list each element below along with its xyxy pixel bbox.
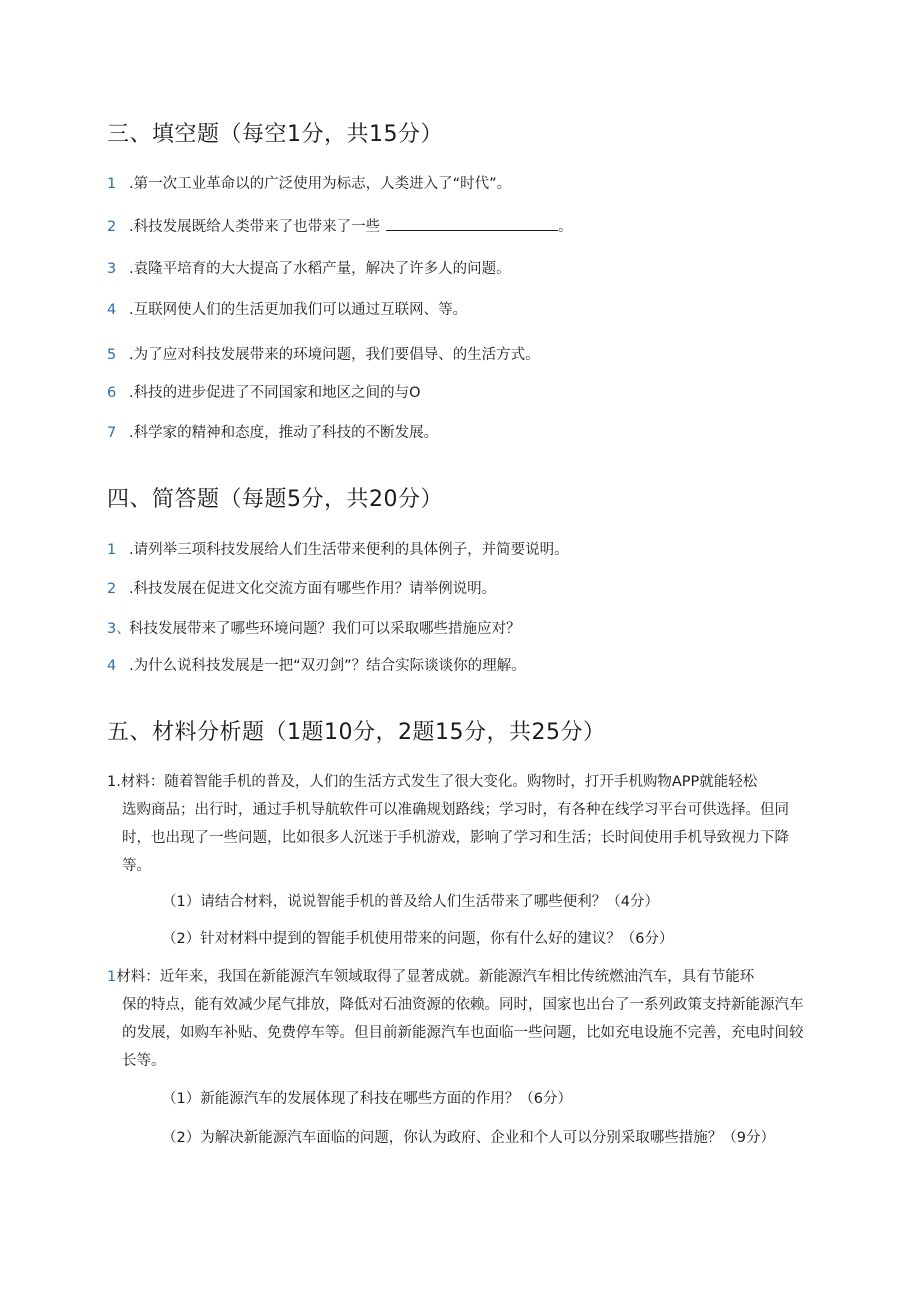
material-2 (107, 963, 807, 1075)
fill-item-7 (107, 423, 438, 443)
item-number: 5 (107, 347, 117, 363)
material-number: 1 (107, 969, 117, 985)
material-number: 1. (107, 774, 121, 790)
item-number: 3 (107, 261, 117, 277)
short-item-1 (107, 540, 569, 560)
item-text: .第一次工业革命以的广泛使用为标志，人类进入了“时代”。 (129, 176, 512, 192)
item-number: 1 (107, 542, 117, 558)
material-2-question-2: （2）为解决新能源汽车面临的问题，你认为政府、企业和个人可以分别采取哪些措施？（9分） (162, 1130, 775, 1146)
item-text: .袁隆平培育的大大提高了水稻产量，解决了许多人的问题。 (129, 261, 511, 277)
fill-item-3 (107, 259, 511, 279)
material-text: 材料：随着智能手机的普及，人们的生活方式发生了很大变化。购物时，打开手机购物APP就能轻松 (120, 774, 758, 790)
item-text: .互联网使人们的生活更加我们可以通过互联网、等。 (129, 302, 468, 318)
item-text: .科学家的精神和态度，推动了科技的不断发展。 (129, 425, 439, 441)
item-number: 2 (107, 219, 117, 235)
material-2-body: 保的特点，能有效减少尾气排放，降低对石油资源的依赖。同时，国家也出台了一系列政策支持新能源汽车的发展，如购车补贴、免费停车等。但目前新能源汽车也面临一些问题，比如充电设施不完善，充电时间较长等。 (122, 997, 804, 1069)
item-number: 2 (107, 581, 117, 597)
fill-item-1 (107, 174, 511, 194)
item-number: 6 (107, 385, 117, 401)
material-2-first-line (107, 963, 807, 991)
fill-item-4 (107, 300, 467, 320)
section-4-title: 四、简答题（每题5分，共20分） (107, 487, 443, 512)
material-1 (107, 768, 807, 880)
answer-blank[interactable] (386, 216, 558, 231)
item-text: .科技发展在促进文化交流方面有哪些作用？请举例说明。 (129, 581, 497, 597)
item-number: 4 (107, 658, 117, 674)
fill-item-6 (107, 383, 421, 403)
section-3-title: 三、填空题（每空1分，共15分） (107, 122, 443, 147)
fill-item-2 (107, 216, 573, 237)
material-text: 材料：近年来，我国在新能源汽车领域取得了显著成就。新能源汽车相比传统燃油汽车，具有节能环 (116, 969, 755, 985)
item-number: 7 (107, 425, 117, 441)
item-number: 1 (107, 176, 117, 192)
item-text: .科技发展既给人类带来了也带来了一些 (129, 219, 381, 235)
item-number: 4 (107, 302, 117, 318)
fill-item-5 (107, 345, 540, 365)
material-1-question-1: （1）请结合材料，说说智能手机的普及给人们生活带来了哪些便利？（4分） (162, 894, 659, 910)
item-text: .请列举三项科技发展给人们生活带来便利的具体例子，并简要说明。 (129, 542, 569, 558)
item-text: .为什么说科技发展是一把“双刃剑”？结合实际谈谈你的理解。 (129, 658, 526, 674)
item-suffix: 。 (558, 219, 573, 235)
short-item-3 (107, 619, 521, 639)
material-2-question-1: （1）新能源汽车的发展体现了科技在哪些方面的作用？（6分） (162, 1091, 572, 1107)
item-text: .为了应对科技发展带来的环境问题，我们要倡导、的生活方式。 (129, 347, 540, 363)
short-item-2 (107, 579, 496, 599)
item-text: 科技发展带来了哪些环境问题？我们可以采取哪些措施应对？ (129, 621, 521, 637)
item-text: .科技的进步促进了不同国家和地区之间的与O (129, 385, 421, 401)
material-1-body: 选购商品；出行时，通过手机导航软件可以准确规划路线；学习时，有各种在线学习平台可供选择。但同时，也出现了一些问题，比如很多人沉迷于手机游戏，影响了学习和生活；长时间使用手机导致视力下降等。 (122, 802, 789, 874)
material-1-question-2: （2）针对材料中提到的智能手机使用带来的问题，你有什么好的建议？（6分） (162, 931, 674, 947)
short-item-4 (107, 656, 526, 676)
item-number: 3、 (107, 621, 131, 637)
section-5-title: 五、材料分析题（1题10分，2题15分，共25分） (107, 720, 606, 745)
material-1-first-line (107, 768, 807, 796)
